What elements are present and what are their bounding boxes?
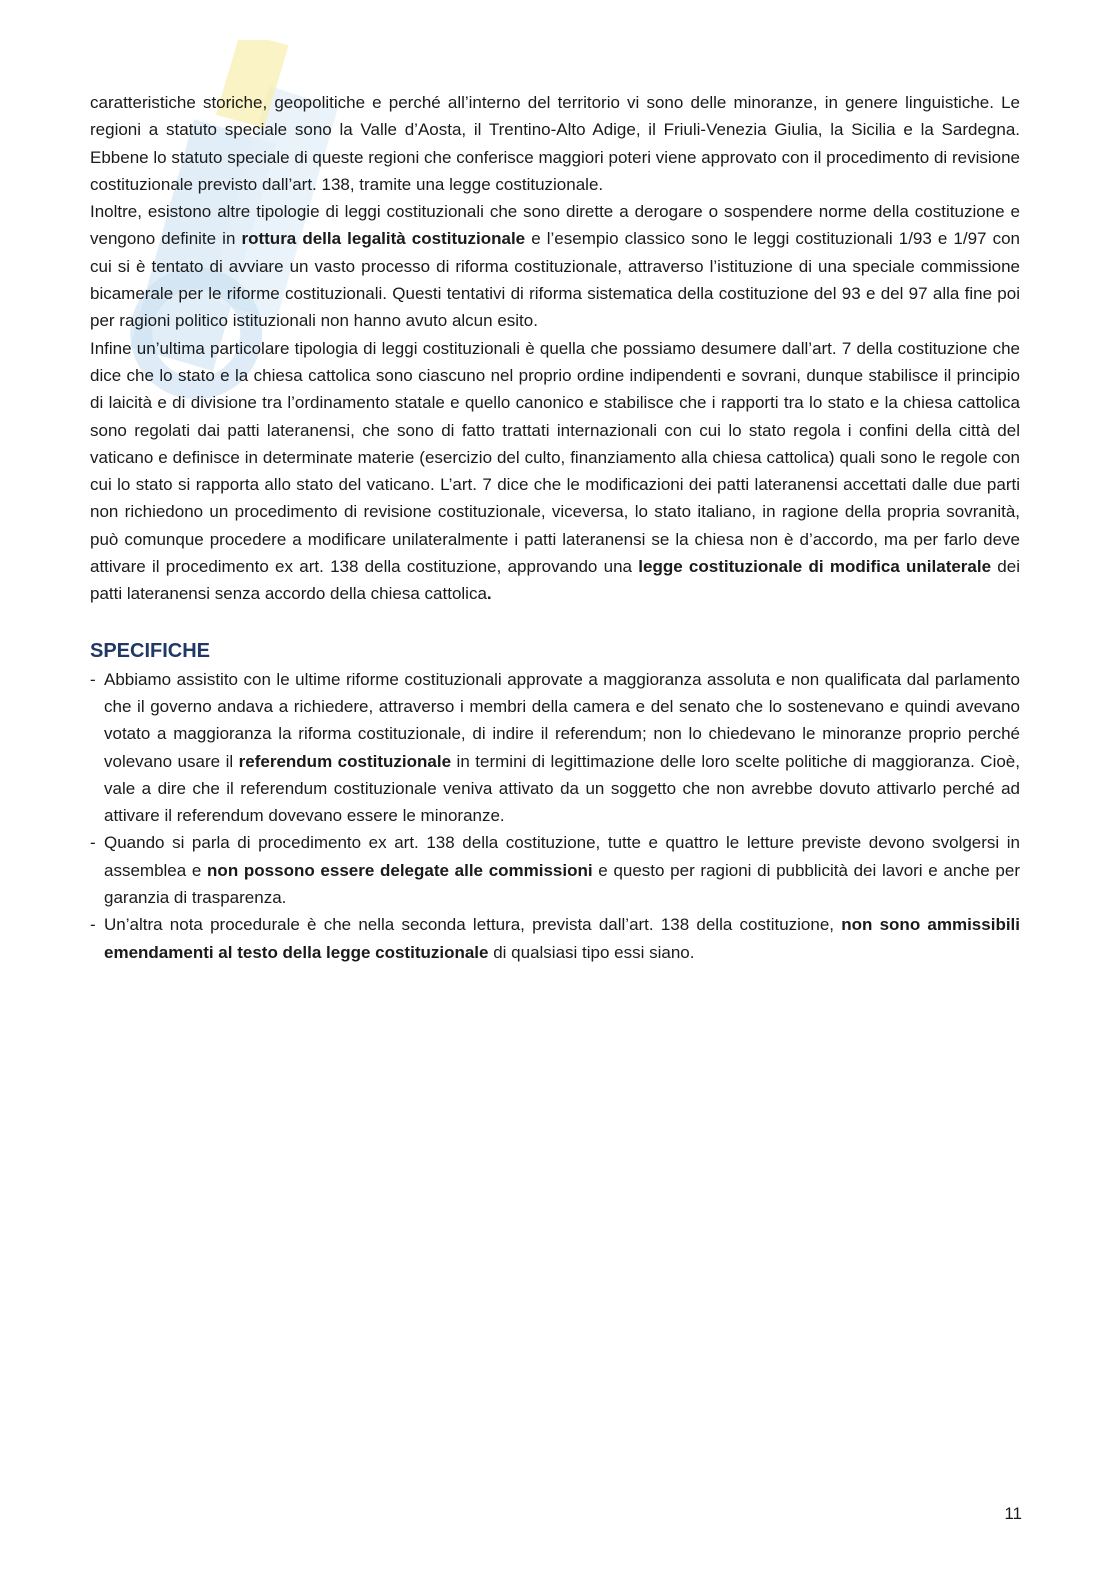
section-heading-specifiche: SPECIFICHE — [90, 639, 211, 662]
text-run: caratteristiche storiche, geopolitiche e perché all’interno del territorio vi sono delle minoranze, in genere linguistiche. Le regioni a statuto speciale sono la Valle d’Aosta, il Trentino-Alto Adige, il Friuli-Venezia Giulia, la Sicilia e la Sardegna. Ebbene lo statuto speciale di queste regioni che conferisce maggiori poteri viene approvato con il procedimento di revisione costituzionale previsto dall’art. 138, tramite una legge costituzionale. — [90, 93, 1020, 194]
list-item — [90, 829, 1020, 911]
specifiche-list — [90, 666, 1020, 966]
bold-text-run: rottura della legalità costituzionale — [241, 229, 526, 249]
text-run: Infine un’ultima particolare tipologia di leggi costituzionali è quella che possiamo desumere dall’art. 7 della costituzione che dice che lo stato e la chiesa cattolica sono ciascuno nel proprio ordine indipendenti e sovrani, dunque stabilisce il principio di laicità e di divisione tra l’ordinamento statale e quello canonico e stabilisce che i rapporti tra lo stato e la chiesa cattolica sono regolati dai patti lateranensi, che sono di fatto trattati internazionali con cui lo stato regola i confini della città del vaticano e definisce in determinate materie (esercizio del culto, finanziamento alla chiesa cattolica) quali sono le regole con cui lo stato si rapporta allo stato del vaticano. L’art. 7 dice che le modificazioni dei patti lateranensi accettati dalle due parti non richiedono un procedimento di revisione costituzionale, viceversa, lo stato italiano, in ragione della propria sovranità, può comunque procedere a modificare unilateralmente i patti lateranensi se la chiesa non è d’accordo, ma per farlo deve attivare il procedimento ex art. 138 della costituzione, approvando una — [90, 338, 1020, 577]
list-item — [90, 911, 1020, 966]
bold-text-run: legge costituzionale di modifica unilaterale — [638, 557, 992, 577]
text-run: Abbiamo assistito con le ultime riforme costituzionali approvate a maggioranza assoluta e non qualificata dal parlamento che il governo andava a richiedere, attraverso i membri della camera e del senato che lo sostenevano e quindi avevano votato a maggioranza la riforma costituzionale, di indire il referendum; non lo chiedevano le minoranze proprio perché volevano usare il — [104, 669, 1020, 771]
paragraph-regioni-statuto-speciale — [90, 89, 1020, 198]
list-dash: - — [90, 833, 96, 853]
text-run: di qualsiasi tipo essi siano. — [488, 942, 695, 962]
text-run: in termini di legittimazione delle loro scelte politiche di maggioranza. Cioè, vale a dire che il referendum costituzionale veniva attivato da un soggetto che non avrebbe dovuto attivarlo perché ad attivare il referendum dovevano essere le minoranze. — [104, 751, 1020, 826]
bold-text-run: . — [486, 584, 492, 604]
document-body — [90, 89, 1020, 966]
text-run: e l’esempio classico sono le leggi costituzionali 1/93 e 1/97 con cui si è tentato di avviare un vasto processo di riforma costituzionale, attraverso l’istituzione di una speciale commissione bicamerale per le riforme costituzionali. Questi tentativi di riforma sistematica della costituzione del 93 e del 97 alla fine poi per ragioni politico istituzionali non hanno avuto alcun esito. — [90, 229, 1020, 331]
bold-text-run: referendum costituzionale — [238, 751, 452, 771]
text-run: dei patti lateranensi senza accordo della chiesa cattolica — [90, 557, 1020, 604]
text-run: Un’altra nota procedurale è che nella seconda lettura, prevista dall’art. 138 della costituzione, — [104, 915, 842, 935]
page-number: 11 — [1004, 1504, 1022, 1523]
list-item — [90, 666, 1020, 830]
list-item-text — [104, 833, 1020, 907]
paragraph-patti-lateranensi — [90, 335, 1020, 608]
text-run: Inoltre, esistono altre tipologie di leggi costituzionali che sono dirette a derogare o sospendere norme della costituzione e vengono definite in — [90, 202, 1020, 249]
text-run: e questo per ragioni di pubblicità dei lavori e anche per garanzia di trasparenza. — [104, 860, 1020, 908]
text-run: Quando si parla di procedimento ex art. 138 della costituzione, tutte e quattro le letture previste devono svolgersi in assemblea e — [104, 833, 1020, 880]
paragraph-rottura-legalita — [90, 198, 1020, 334]
bold-text-run: non sono ammissibili emendamenti al testo della legge costituzionale — [104, 915, 1020, 962]
list-item-text — [104, 915, 1020, 961]
list-item-text — [104, 670, 1020, 825]
bold-text-run: non possono essere delegate alle commissioni — [207, 860, 593, 880]
list-dash: - — [90, 669, 96, 689]
list-dash: - — [90, 915, 96, 935]
